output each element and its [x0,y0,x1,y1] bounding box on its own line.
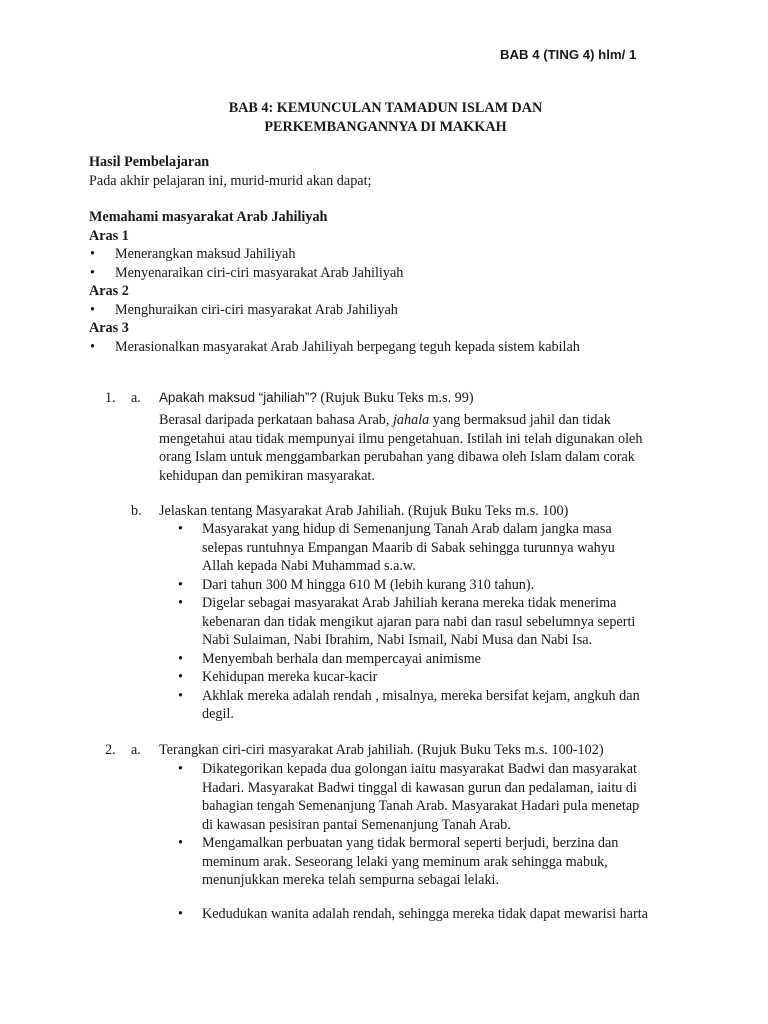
bullet-icon: • [178,595,183,611]
list-item: • Menyembah berhala dan mempercayai animisme [178,650,481,667]
outcomes-intro: Pada akhir pelajaran ini, murid-murid akan dapat; [89,172,372,189]
answer-line: Berasal daripada perkataan bahasa Arab, jahala yang bermaksud jahil dan tidak [159,412,611,428]
question-1a: Apakah maksud “jahiliah”? (Rujuk Buku Teks m.s. 99) [159,390,474,406]
level-label: Aras 1 [89,227,129,244]
bullet-icon: • [178,669,183,685]
level-item: • Menerangkan maksud Jahiliyah [90,246,296,262]
list-item: • Kehidupan mereka kucar-kacir [178,669,378,685]
bullet-icon: • [178,521,183,537]
answer-1b-list [177,520,640,724]
bullet-icon: • [90,264,95,281]
question-1b: Jelaskan tentang Masyarakat Arab Jahiliah. (Rujuk Buku Teks m.s. 100) [159,503,569,519]
answer-2a-list-continued [177,905,648,924]
bullet-icon: • [178,906,183,922]
subquestion-letter: b. [131,503,142,519]
list-item: • Digelar sebagai masyarakat Arab Jahiliah kerana mereka tidak menerima kebenaran dan tidak mengikut ajaran para nabi dan rasul sebelumnya seperti Nabi Sulaiman, Nabi Ibrahim, Nabi Ismail, Nabi Musa dan Nabi Isa. [178,595,636,648]
answer-2a-list [177,760,639,890]
subquestion-letter: a. [131,390,141,406]
answer-1a [159,411,642,485]
page-header-ref: BAB 4 (TING 4) hlm/ 1 [500,47,637,62]
document-title [0,99,768,137]
bullet-icon: • [90,246,95,262]
list-item: • Dikategorikan kepada dua golongan iaitu masyarakat Badwi dan masyarakat Hadari. Masyarakat Badwi tinggal di kawasan gurun dan pedalaman, iaitu di bahagian tengah Semenanjung Tanah Arab. Masyarakat Hadari pula menetap di kawasan pesisiran pantai Semenanjung Tanah Arab. [178,761,640,833]
outcomes-heading: Hasil Pembelajaran [89,154,210,170]
list-item: • Mengamalkan perbuatan yang tidak bermoral seperti berjudi, berzina dan meminum arak. Seseorang lelaki yang meminum arak sehingga mabuk, menunjukkan mereka telah sempurna sebagai lelaki. [178,835,619,888]
title-line-1: BAB 4: KEMUNCULAN TAMADUN ISLAM DAN [228,100,543,116]
bullet-icon: • [90,338,95,355]
level-label: Aras 2 [89,283,129,299]
bullet-icon: • [178,761,183,777]
bullet-icon: • [178,650,183,667]
title-line-2: PERKEMBANGANNYA DI MAKKAH [264,119,507,135]
list-item: • Kedudukan wanita adalah rendah, sehingga mereka tidak dapat mewarisi harta [178,906,648,922]
bullet-icon: • [178,835,183,851]
bullet-icon: • [178,687,183,704]
answer-line: kehidupan dan pemikiran masyarakat. [159,467,375,484]
learning-outcomes [89,153,580,356]
answer-line: mengetahui atau tidak mempunyai ilmu pengetahuan. Istilah ini telah digunakan oleh [159,430,643,447]
level-label: Aras 3 [89,320,129,336]
bullet-icon: • [178,576,183,593]
question-2a: Terangkan ciri-ciri masyarakat Arab jahiliah. (Rujuk Buku Teks m.s. 100-102) [159,742,604,758]
question-number: 1. [105,390,116,406]
question-number: 2. [105,742,116,758]
level-item: • Merasionalkan masyarakat Arab Jahiliyah berpegang teguh kepada sistem kabilah [90,338,580,355]
level-item: • Menghuraikan ciri-ciri masyarakat Arab Jahiliyah [90,301,398,318]
subquestion-letter: a. [131,742,141,758]
bullet-icon: • [90,301,95,318]
list-item: • Akhlak mereka adalah rendah , misalnya, mereka bersifat kejam, angkuh dan degil. [178,687,640,722]
level-item: • Menyenaraikan ciri-ciri masyarakat Arab Jahiliyah [90,264,404,281]
list-item: • Masyarakat yang hidup di Semenanjung Tanah Arab dalam jangka masa selepas runtuhnya Empangan Maarib di Sabak sehingga turunnya wahyu Allah kepada Nabi Muhammad s.a.w. [178,521,615,574]
answer-line: orang Islam untuk menggambarkan perubahan yang dibawa oleh Islam dalam corak [159,449,635,465]
outcomes-objective: Memahami masyarakat Arab Jahiliyah [89,209,328,225]
list-item: • Dari tahun 300 M hingga 610 M (lebih kurang 310 tahun). [178,576,535,593]
